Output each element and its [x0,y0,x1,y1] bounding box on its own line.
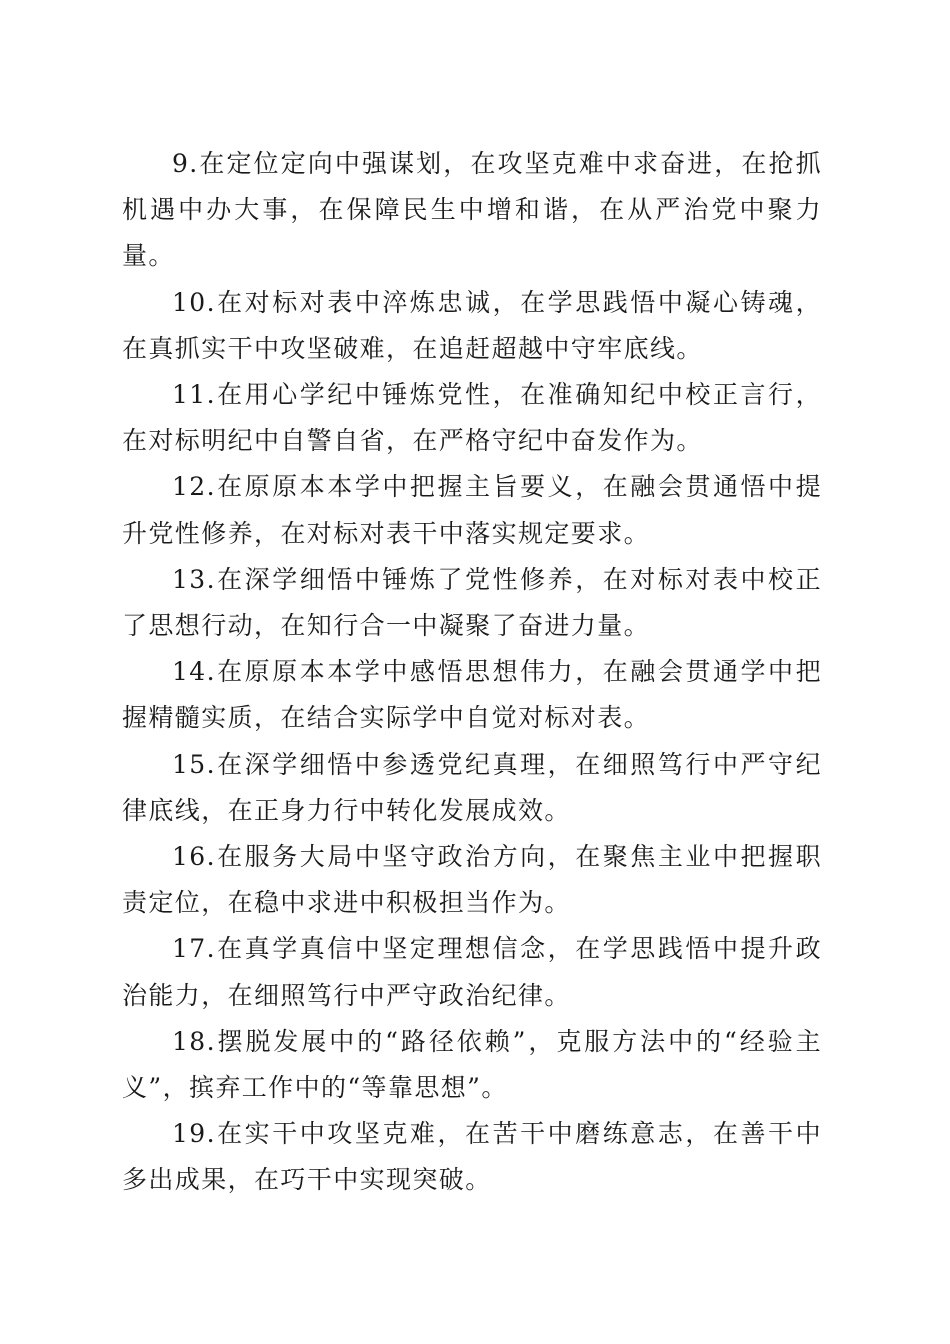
paragraph-17: 17.在真学真信中坚定理想信念，在学思践悟中提升政治能力，在细照笃行中严守政治纪律。 [122,934,822,1010]
paragraph-16: 16.在服务大局中坚守政治方向，在聚焦主业中把握职责定位，在稳中求进中积极担当作为。 [122,842,822,918]
paragraph-19: 19.在实干中攻坚克难，在苦干中磨练意志，在善干中多出成果，在巧干中实现突破。 [122,1119,822,1195]
paragraph-15: 15.在深学细悟中参透党纪真理，在细照笃行中严守纪律底线，在正身力行中转化发展成效。 [122,749,822,825]
paragraph-14: 14.在原原本本学中感悟思想伟力，在融会贯通学中把握精髓实质，在结合实际学中自觉对标对表。 [122,657,822,733]
document-page [122,141,822,1204]
paragraph-9: 9.在定位定向中强谋划，在攻坚克难中求奋进，在抢抓机遇中办大事，在保障民生中增和谐，在从严治党中聚力量。 [122,149,822,271]
paragraph-11: 11.在用心学纪中锤炼党性，在准确知纪中校正言行，在对标明纪中自警自省，在严格守纪中奋发作为。 [122,380,822,456]
paragraph-18: 18.摆脱发展中的“路径依赖”，克服方法中的“经验主义”，摈弃工作中的“等靠思想”。 [122,1026,822,1103]
paragraph-10: 10.在对标对表中淬炼忠诚，在学思践悟中凝心铸魂，在真抓实干中攻坚破难，在追赶超越中守牢底线。 [122,287,822,363]
paragraph-12: 12.在原原本本学中把握主旨要义，在融会贯通悟中提升党性修养，在对标对表干中落实规定要求。 [122,472,822,548]
paragraph-13: 13.在深学细悟中锤炼了党性修养，在对标对表中校正了思想行动，在知行合一中凝聚了奋进力量。 [122,564,822,641]
